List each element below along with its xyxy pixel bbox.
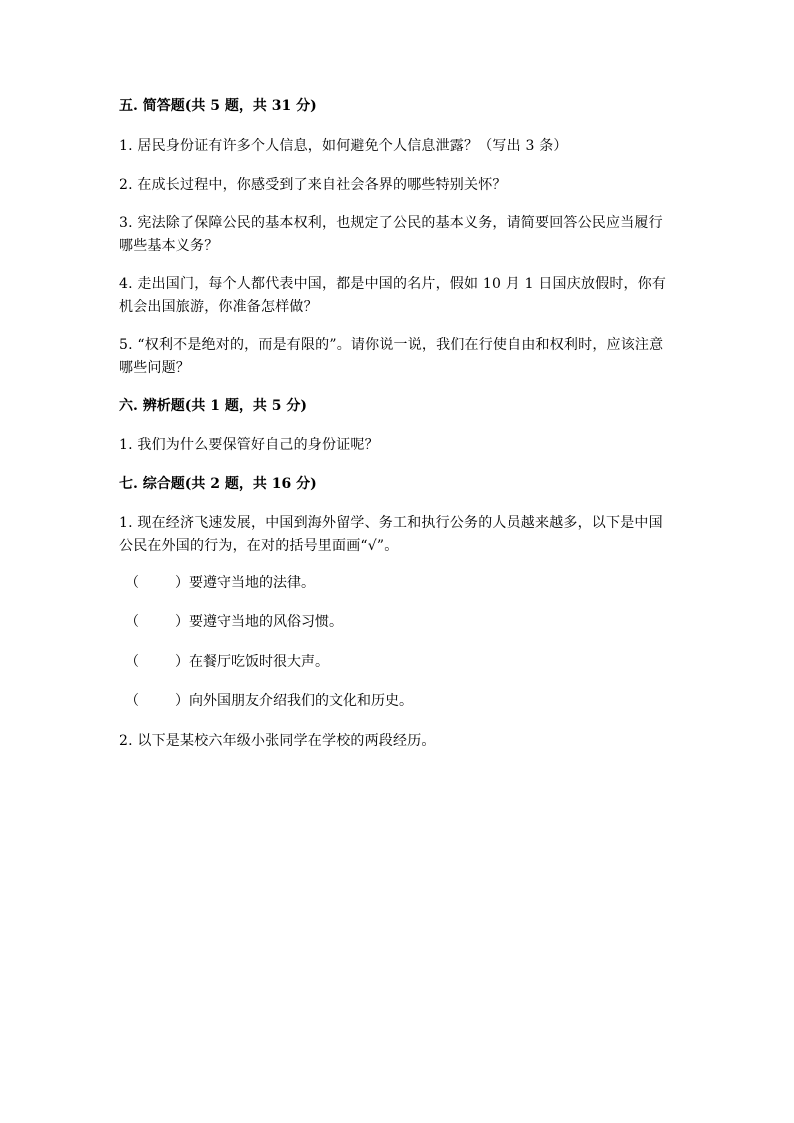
choice-text: 在餐厅吃饭时很大声。 bbox=[189, 654, 329, 670]
choice-open-paren: （ bbox=[125, 614, 139, 630]
choice-item bbox=[125, 691, 413, 711]
question-5-2: 2. 在成长过程中，你感受到了来自社会各界的哪些特别关怀？ bbox=[119, 177, 507, 193]
choice-item bbox=[125, 612, 343, 632]
choice-close-paren: ） bbox=[175, 654, 189, 670]
choice-close-paren: ） bbox=[175, 693, 189, 709]
question-7-1: 1. 现在经济飞速发展，中国到海外留学、务工和执行公务的人员越来越多，以下是中国公民在外国的行为，在对的括号里面画“√”。 bbox=[119, 515, 663, 554]
question-5-1: 1. 居民身份证有许多个人信息，如何避免个人信息泄露？（写出 3 条） bbox=[119, 138, 568, 154]
question-6-1: 1. 我们为什么要保管好自己的身份证呢？ bbox=[119, 437, 379, 453]
section-seven-title: 七. 综合题(共 2 题，共 16 分) bbox=[119, 476, 317, 492]
section-five-title: 五. 简答题(共 5 题，共 31 分) bbox=[119, 98, 317, 114]
choice-open-paren: （ bbox=[125, 575, 139, 591]
choice-text: 要遵守当地的风俗习惯。 bbox=[189, 614, 343, 630]
choice-close-paren: ） bbox=[175, 614, 189, 630]
section-six-title: 六. 辨析题(共 1 题，共 5 分) bbox=[119, 398, 307, 414]
choice-open-paren: （ bbox=[125, 654, 139, 670]
question-5-3: 3. 宪法除了保障公民的基本权利，也规定了公民的基本义务，请简要回答公民应当履行哪些基本义务？ bbox=[119, 215, 663, 254]
choice-close-paren: ） bbox=[175, 575, 189, 591]
question-7-2: 2. 以下是某校六年级小张同学在学校的两段经历。 bbox=[119, 733, 436, 749]
choice-text: 向外国朋友介绍我们的文化和历史。 bbox=[189, 693, 413, 709]
choice-item bbox=[125, 573, 315, 593]
choice-open-paren: （ bbox=[125, 693, 139, 709]
choice-item bbox=[125, 652, 329, 672]
question-5-4: 4. 走出国门，每个人都代表中国，都是中国的名片，假如 10 月 1 日国庆放假时，你有机会出国旅游，你准备怎样做？ bbox=[119, 276, 667, 315]
choice-text: 要遵守当地的法律。 bbox=[189, 575, 315, 591]
question-5-5: 5. “权利不是绝对的，而是有限的”。请你说一说，我们在行使自由和权利时，应该注意哪些问题？ bbox=[119, 337, 664, 376]
